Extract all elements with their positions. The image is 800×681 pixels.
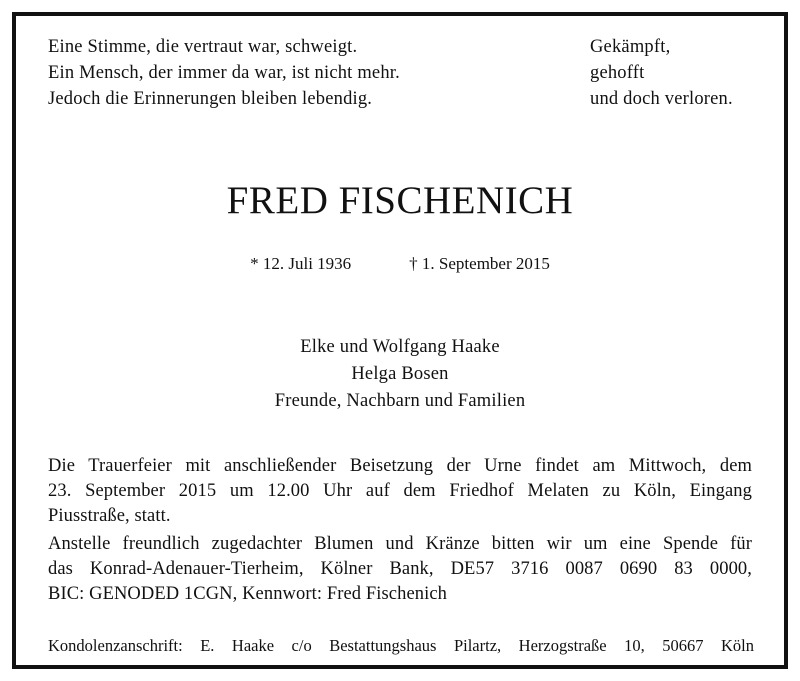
verse-right-line-3: und doch verloren. <box>590 89 733 109</box>
life-dates <box>16 254 784 274</box>
condolence-address: Kondolenzanschrift: E. Haake c/o Bestattungshaus Pilartz, Herzogstraße 10, 50667 Köln <box>48 636 754 655</box>
donation-line-3: BIC: GENODED 1CGN, Kennwort: Fred Fischenich <box>48 584 448 604</box>
verse-right-line-2: gehofft <box>590 63 645 83</box>
mourner-line-1: Elke und Wolfgang Haake <box>300 337 500 357</box>
verse-right-line-1: Gekämpft, <box>590 37 671 57</box>
donation-paragraph <box>48 532 752 607</box>
verse-left-line-2: Ein Mensch, der immer da war, ist nicht mehr. <box>48 63 400 83</box>
ceremony-paragraph <box>48 454 752 529</box>
verse-left-line-3: Jedoch die Erinnerungen bleiben lebendig. <box>48 89 373 109</box>
verse-left-line-1: Eine Stimme, die vertraut war, schweigt. <box>48 37 358 57</box>
mourners <box>16 334 784 415</box>
ceremony-line-2: 23. September 2015 um 12.00 Uhr auf dem Friedhof Melaten zu Köln, Eingang <box>48 481 752 501</box>
birth-date: * 12. Juli 1936 <box>250 254 352 273</box>
mourner-line-2: Helga Bosen <box>351 364 449 384</box>
death-date: † 1. September 2015 <box>409 254 550 273</box>
mourner-line-3: Freunde, Nachbarn und Familien <box>274 391 526 411</box>
donation-line-1: Anstelle freundlich zugedachter Blumen und Kränze bitten wir um eine Spende für <box>48 534 752 554</box>
deceased-name: FRED FISCHENICH <box>226 179 574 222</box>
ceremony-line-3: Piusstraße, statt. <box>48 506 171 526</box>
obituary-frame <box>12 12 788 669</box>
verse-right <box>590 34 733 112</box>
ceremony-line-1: Die Trauerfeier mit anschließender Beisetzung der Urne findet am Mittwoch, dem <box>48 456 752 476</box>
donation-line-2: das Konrad-Adenauer-Tierheim, Kölner Bank, DE57 3716 0087 0690 83 0000, <box>48 559 752 579</box>
verse-left <box>48 34 400 112</box>
